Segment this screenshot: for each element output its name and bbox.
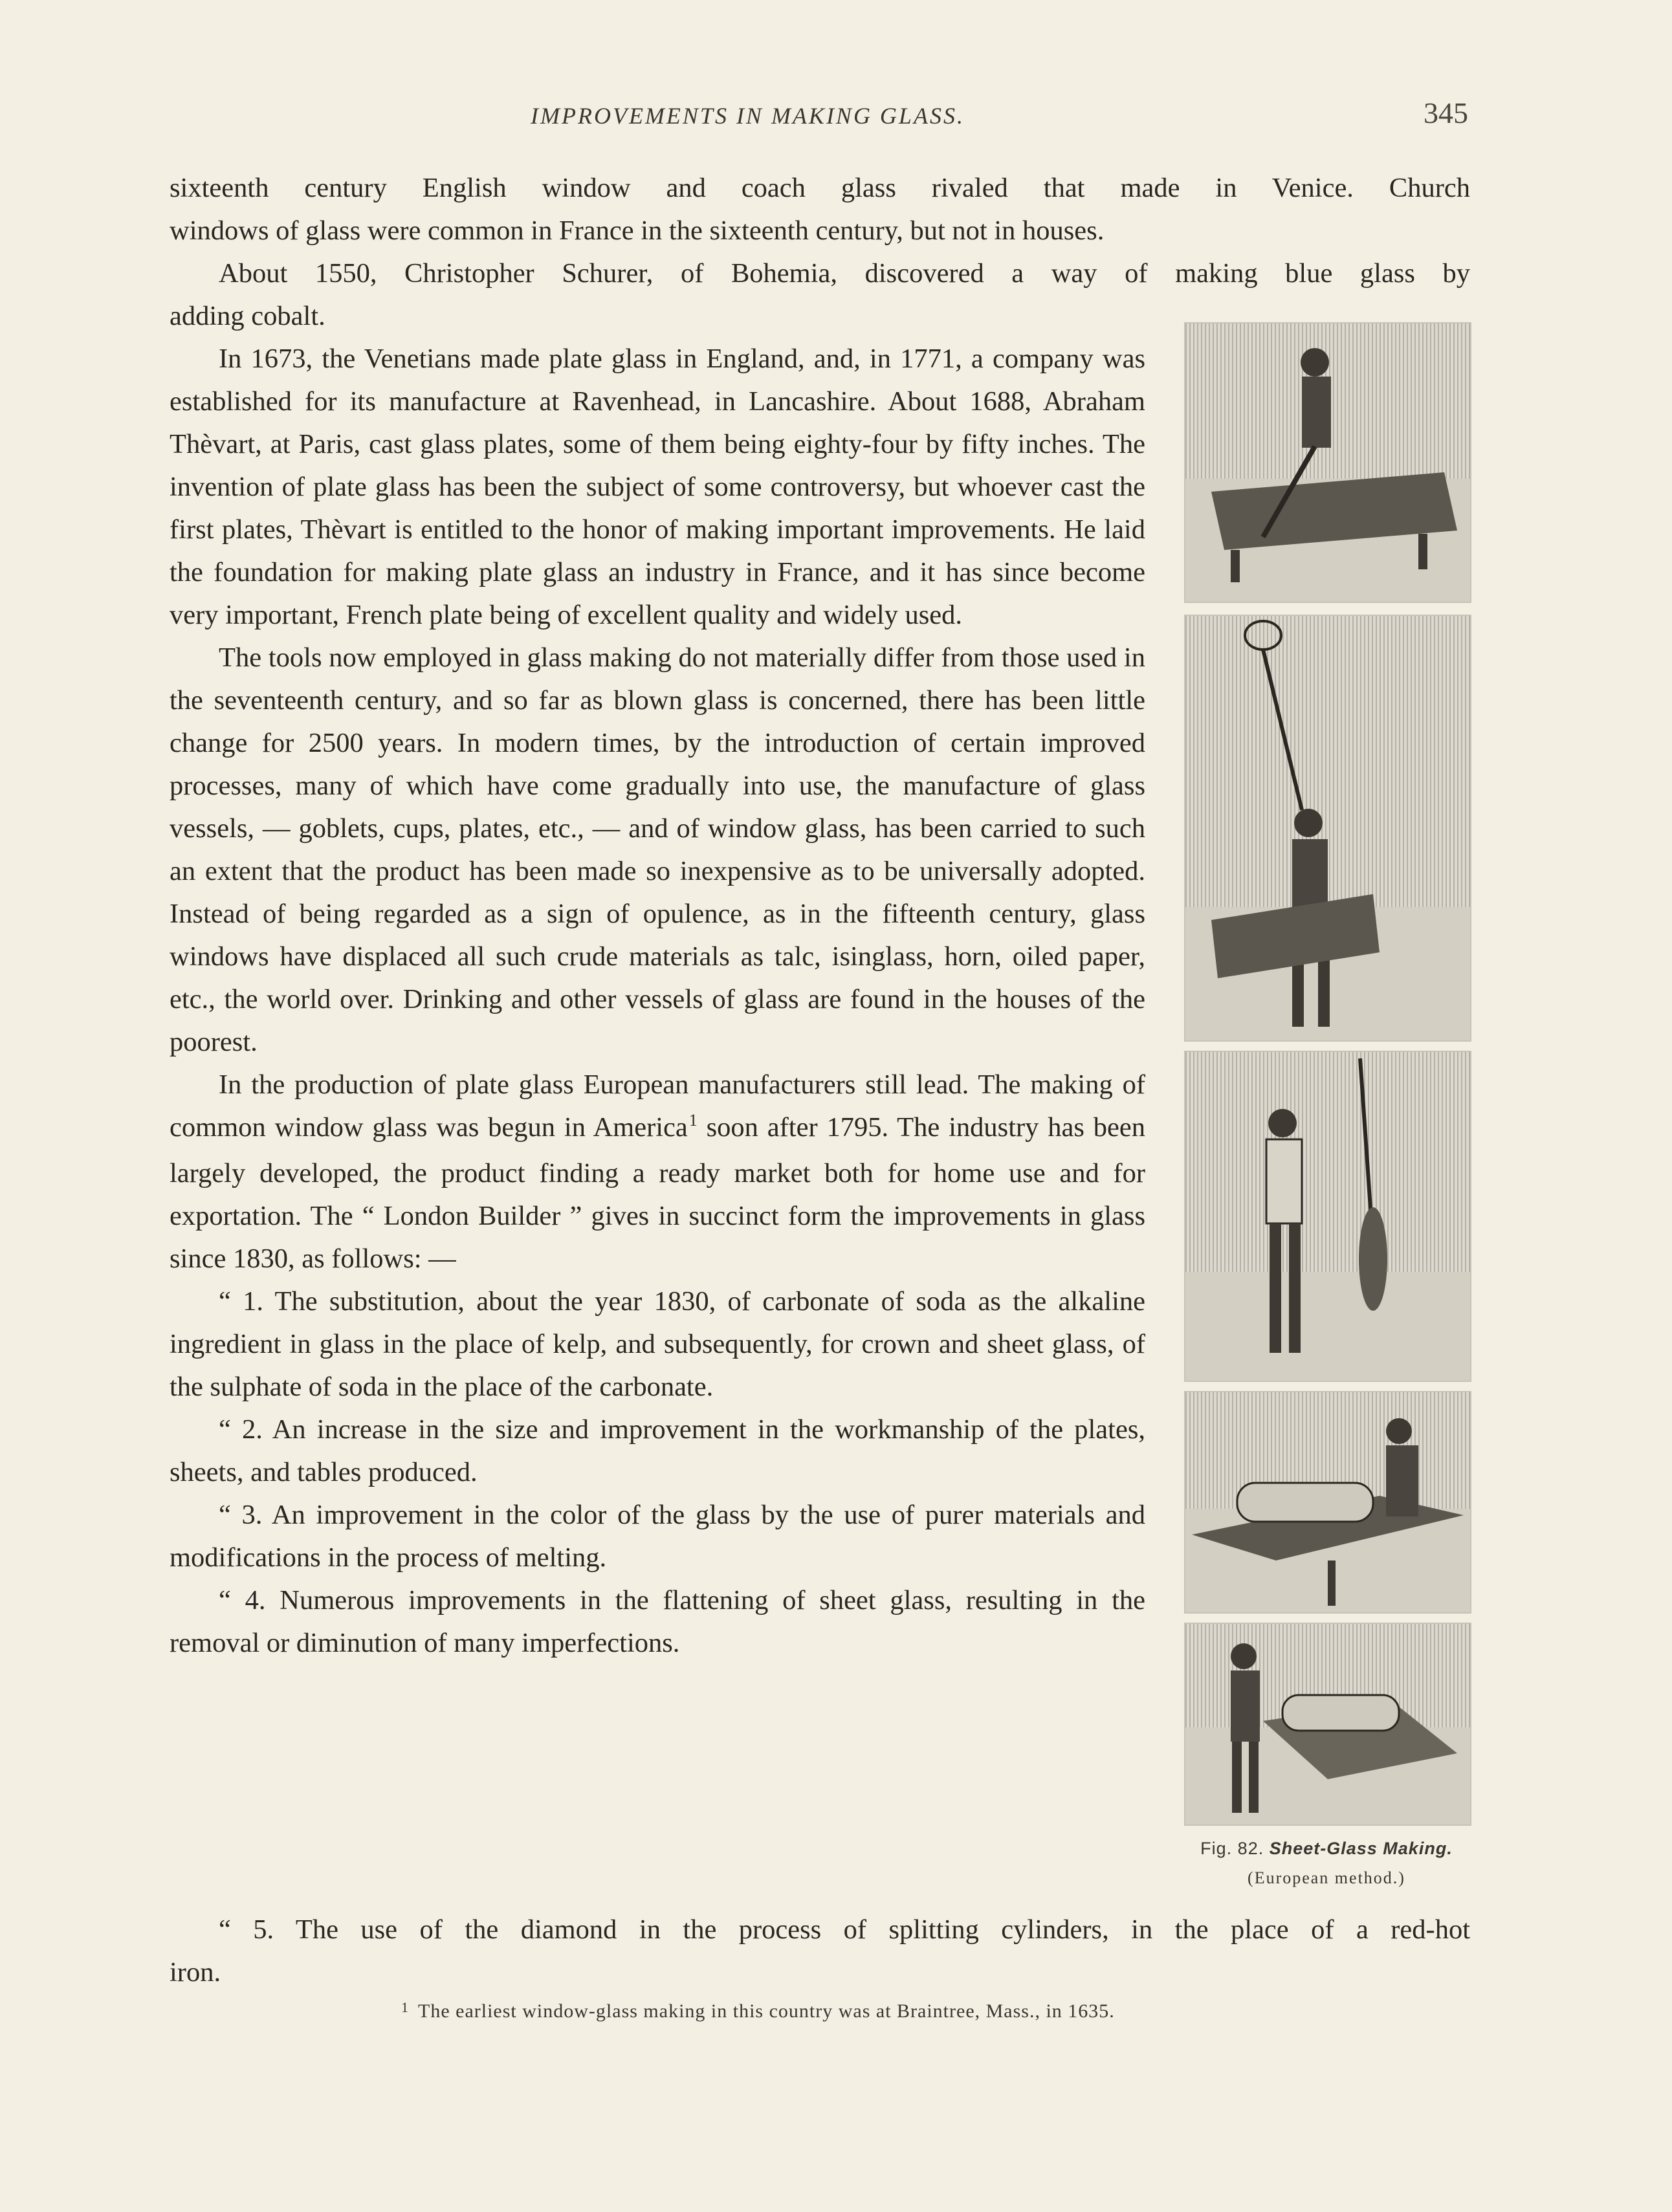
- page-number: 345: [1424, 96, 1468, 129]
- figure-panel-3: [1184, 1051, 1471, 1382]
- engraving-cylinder-illustration: [1185, 1392, 1470, 1612]
- figure-panel-1: [1184, 322, 1471, 603]
- paragraph-1-line-1: sixteenth century English window and coach glass rivaled that made in Venice. Church: [170, 173, 1470, 203]
- engraving-flattening-illustration: [1185, 1624, 1470, 1824]
- engraving-swinging-illustration: [1185, 1052, 1470, 1381]
- list-item-5-line-2: iron.: [170, 1957, 221, 1988]
- footnote-text: The earliest window-glass making in this country was at Braintree, Mass., in 1635.: [418, 2000, 1115, 2022]
- figure-caption: [1165, 1839, 1488, 1859]
- paragraph-3: In 1673, the Venetians made plate glass in England, and, in 1771, a company was established for its manufacture at Ravenhead, in Lancashire. About 1688, Abraham Thèvart, at Paris, cast glass plates, some of them being eighty-four by fifty inches. The invention of plate glass has been the subject of some controversy, but whoever cast the first plates, Thèvart is entitled to the honor of making important improvements. He laid the foundation for making plate glass an industry in France, and it has since become very important, French plate being of excellent quality and widely used.: [170, 344, 1145, 630]
- paragraph-5-end: soon after 1795. The industry has been largely developed, the product finding a ready market both for home use and for exportation. The “ London Builder ” gives in succinct form the improvements in glass since 1830, as follows: —: [170, 1112, 1145, 1274]
- list-item-3: “ 3. An improvement in the color of the glass by the use of purer materials and modifications in the process of melting.: [170, 1500, 1145, 1573]
- footnote: [401, 2000, 1115, 2022]
- paragraph-2-line-1: About 1550, Christopher Schurer, of Bohemia, discovered a way of making blue glass by: [219, 258, 1470, 289]
- list-item-5-line-1: “ 5. The use of the diamond in the process of splitting cylinders, in the place of a red-hot: [219, 1914, 1470, 1945]
- figure-panel-2: [1184, 615, 1471, 1042]
- list-item-4: “ 4. Numerous improvements in the flattening of sheet glass, resulting in the removal or diminution of many imperfections.: [170, 1585, 1145, 1658]
- column-text: [170, 338, 1145, 1665]
- engraving-casting-illustration: [1185, 323, 1470, 602]
- footnote-reference: 1: [688, 1111, 698, 1130]
- paragraph-4: The tools now employed in glass making do not materially differ from those used in the seventeenth century, and so far as blown glass is concerned, there has been little change for 2500 years. In modern times, by the introduction of certain improved processes, many of which have come gradually into use, the manufacture of glass vessels, — goblets, cups, plates, etc., — and of window glass, has been carried to such an extent that the product has been made so inexpensive as to be universally adopted. Instead of being regarded as a sign of opulence, as in the fifteenth century, glass windows have displaced all such crude materials as talc, isinglass, horn, oiled paper, etc., the world over. Drinking and other vessels of glass are found in the houses of the poorest.: [170, 642, 1145, 1057]
- paragraph-1: [170, 167, 1470, 338]
- list-item-1: “ 1. The substitution, about the year 1830, of carbonate of soda as the alkaline ingredient in glass in the place of kelp, and subsequently, for crown and sheet glass, of the sulphate of soda in the place of the carbonate.: [170, 1286, 1145, 1402]
- figure-title: Sheet-Glass Making.: [1269, 1839, 1453, 1858]
- figure-subtitle: (European method.): [1248, 1868, 1405, 1887]
- paragraph-1-line-2: windows of glass were common in France in the sixteenth century, but not in houses.: [170, 215, 1105, 246]
- figure-label: Fig. 82.: [1200, 1839, 1264, 1858]
- figure-panel-4: [1184, 1391, 1471, 1614]
- list-item-5: [170, 1909, 1470, 1994]
- engraving-blowing-illustration: [1185, 616, 1470, 1040]
- paragraph-5-start: In the production of plate glass European manufacturers still lead. The making of common window glass was begun in America: [170, 1069, 1145, 1143]
- paragraph-2-line-2: adding cobalt.: [170, 301, 325, 331]
- figure-panel-5: [1184, 1623, 1471, 1826]
- paragraph-5: [170, 1064, 1145, 1280]
- footnote-mark: 1: [401, 1999, 409, 2015]
- running-head: IMPROVEMENTS IN MAKING GLASS.: [531, 103, 965, 129]
- list-item-2: “ 2. An increase in the size and improvement in the workmanship of the plates, sheets, and tables produced.: [170, 1414, 1145, 1487]
